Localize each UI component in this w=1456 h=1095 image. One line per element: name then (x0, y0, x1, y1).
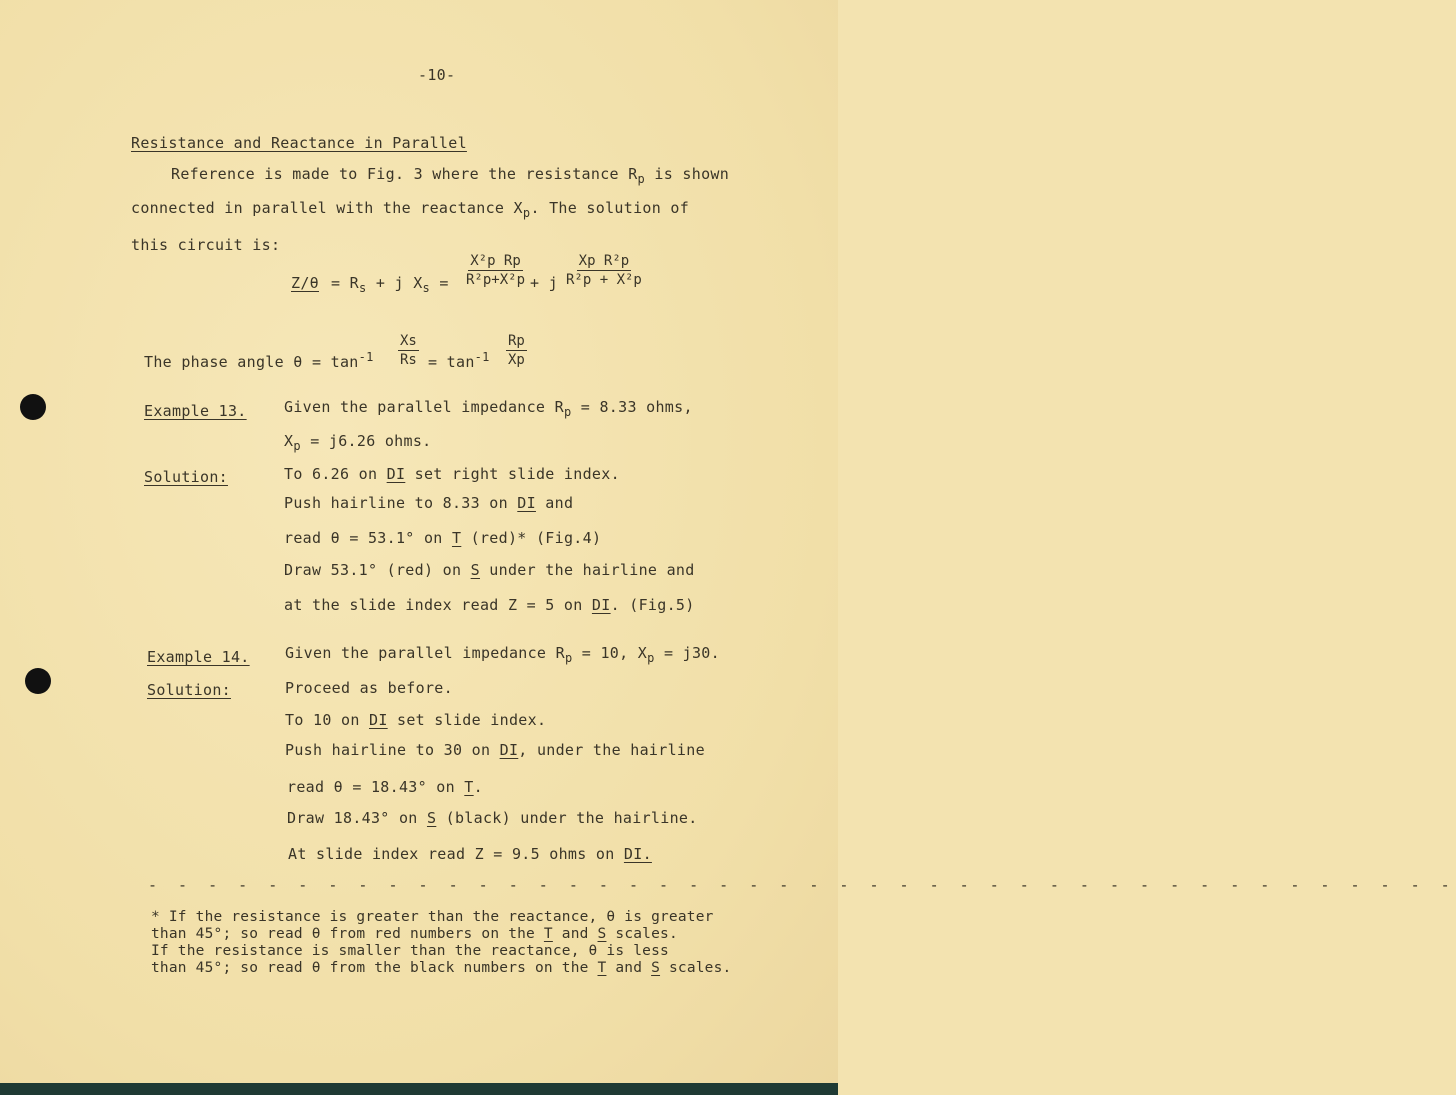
example-13-label: Example 13. (144, 402, 247, 420)
eq-lhs: Z/θ (291, 274, 319, 292)
intro-line-1: Reference is made to Fig. 3 where the resistance $R_p$ is shown (171, 165, 730, 186)
example-14-solution-label: Solution: (147, 681, 231, 699)
eq-fraction-2: $\frac{\text{Xp R²p}}{\text{R²p + X²p}}$ (566, 253, 642, 288)
footnote-line-3: If the resistance is smaller than the reactance, θ is less (151, 943, 669, 959)
example-14-step-2: To 10 on DI set slide index. (285, 711, 547, 729)
example-13-step-5: at the slide index read Z = 5 on DI. (Fig.5) (284, 596, 695, 614)
intro-line-3: this circuit is: (131, 236, 281, 254)
phase-eq-tan: = $\tan^{-1}$ (428, 350, 490, 371)
example-13-solution-label: Solution: (144, 468, 228, 486)
footnote-line-1: * If the resistance is greater than the reactance, θ is greater (151, 909, 714, 925)
footnote-line-2: than 45°; so read θ from red numbers on the T and S scales. (151, 926, 678, 942)
example-13-step-2: Push hairline to 8.33 on DI and (284, 494, 574, 512)
example-14-step-6: At slide index read Z = 9.5 ohms on DI. (288, 845, 652, 863)
example-13-step-4: Draw 53.1° (red) on S under the hairline and (284, 561, 695, 579)
example-14-label: Example 14. (147, 648, 250, 666)
example-14-step-3: Push hairline to 30 on DI, under the hairline (285, 741, 705, 759)
section-heading: Resistance and Reactance in Parallel (131, 134, 467, 152)
intro-line-2: connected in parallel with the reactance $X_p$. The solution of (131, 199, 690, 220)
punch-hole-top (20, 394, 46, 420)
example-13-given-1: Given the parallel impedance $R_p = 8.33$ ohms, (284, 398, 693, 419)
footnote-line-4: than 45°; so read θ from the black numbers on the T and S scales. (151, 960, 732, 976)
phase-fraction-1: $\frac{Xs}{Rs}$ (400, 333, 417, 368)
example-13-step-1: To 6.26 on DI set right slide index. (284, 465, 620, 483)
eq-plus-j: + j (530, 274, 558, 292)
eq-fraction-1: $\frac{\text{X²p Rp}}{\text{R²p+X²p}}$ (466, 253, 526, 288)
page-number: -10- (418, 66, 456, 84)
phase-fraction-2: $\frac{Rp}{Xp}$ (508, 333, 525, 368)
scan-bottom-edge (0, 1083, 838, 1095)
example-14-step-5: Draw 18.43° on S (black) under the hairline. (287, 809, 698, 827)
punch-hole-bottom (25, 668, 51, 694)
eq-rs: = $R_s + j$ $X_s$ = (331, 274, 449, 295)
example-13-given-2: $X_p = j6.26$ ohms. (284, 432, 432, 453)
example-14-step-1: Proceed as before. (285, 679, 453, 697)
footnote-divider: - - - - - - - - - - - - - - - - - - - - - - - - - - - - - - - - - - - - - - - - - - - - (148, 876, 1456, 894)
example-14-step-4: read θ = 18.43° on T. (287, 778, 483, 796)
example-14-given: Given the parallel impedance $R_p = 10$, $X_p = j30$. (285, 644, 720, 665)
example-13-step-3: read θ = 53.1° on T (red)* (Fig.4) (284, 529, 602, 547)
phase-text: The phase angle $\theta = \tan^{-1}$ (144, 350, 374, 371)
